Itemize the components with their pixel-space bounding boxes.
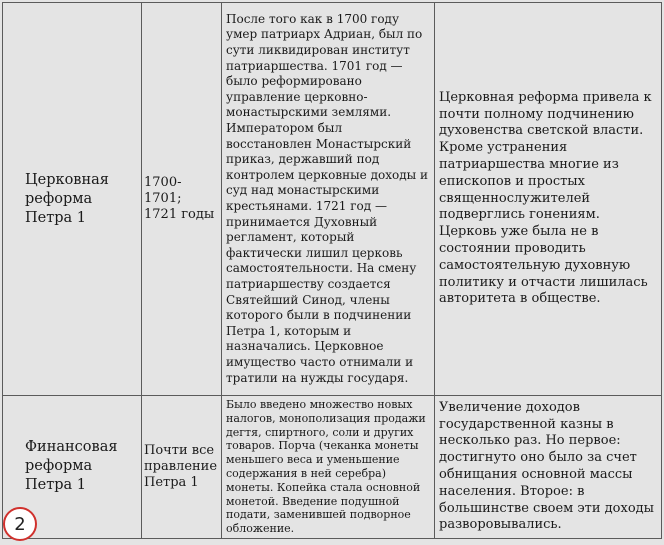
result-cell <box>435 396 662 539</box>
period-cell <box>142 396 222 539</box>
reform-result: Церковная реформа привела к почти полному подчинению духовенства светской власти. Кроме устранения патриаршества многие из епископов и простых священнослужителей подверглись гонениям. Церковь уже была не в состоянии проводить самостоятельную духовную политику и отчасти лишилась авторитета в обществе. <box>439 89 652 307</box>
description-cell <box>222 3 435 396</box>
reform-name: Финансовая реформа Петра 1 <box>25 439 118 494</box>
reform-name: Церковная реформа Петра 1 <box>25 171 109 226</box>
result-cell <box>435 3 662 396</box>
description-cell <box>222 396 435 539</box>
reform-period: 1700-1701; 1721 годы <box>144 175 215 222</box>
period-cell <box>142 3 222 396</box>
reform-description: Было введено множество новых налогов, монополизация продажи дегтя, спиртного, соли и других товаров. Порча (чеканка монеты меньшего веса и уменьшение содержания в ней серебра) монеты. Копейка стала основной монетой. Введение подушной подати, заменившей подворное обложение. <box>226 398 426 536</box>
reform-description: После того как в 1700 году умер патриарх Адриан, был по сути ликвидирован институт патриаршества. 1701 год — было реформировано управление церковно-монастырскими землями. Императором был восстановлен Монастырский приказ, державший под контролем церковные доходы и суд над монастырскими крестьянами. 1721 год — принимается Духовный регламент, который фактически лишил церковь самостоятельности. На смену патриаршеству создается Святейший Синод, члены которого были в подчинении Петра 1, которым и назначались. Церковное имущество часто отнимали и тратили на нужды государя. <box>226 11 428 385</box>
reform-period: Почти все правление Петра 1 <box>144 442 218 490</box>
table-row <box>3 396 662 539</box>
reforms-table <box>2 2 662 539</box>
reform-result: Увеличение доходов государственной казны в несколько раз. Но первое: достигнуто оно было за счет обнищания основной массы населения. Второе: в большинстве своем эти доходы разворовывались. <box>439 399 655 533</box>
reform-name-cell <box>3 3 142 396</box>
table-row <box>3 3 662 396</box>
slide-number-badge: 2 <box>3 507 37 541</box>
